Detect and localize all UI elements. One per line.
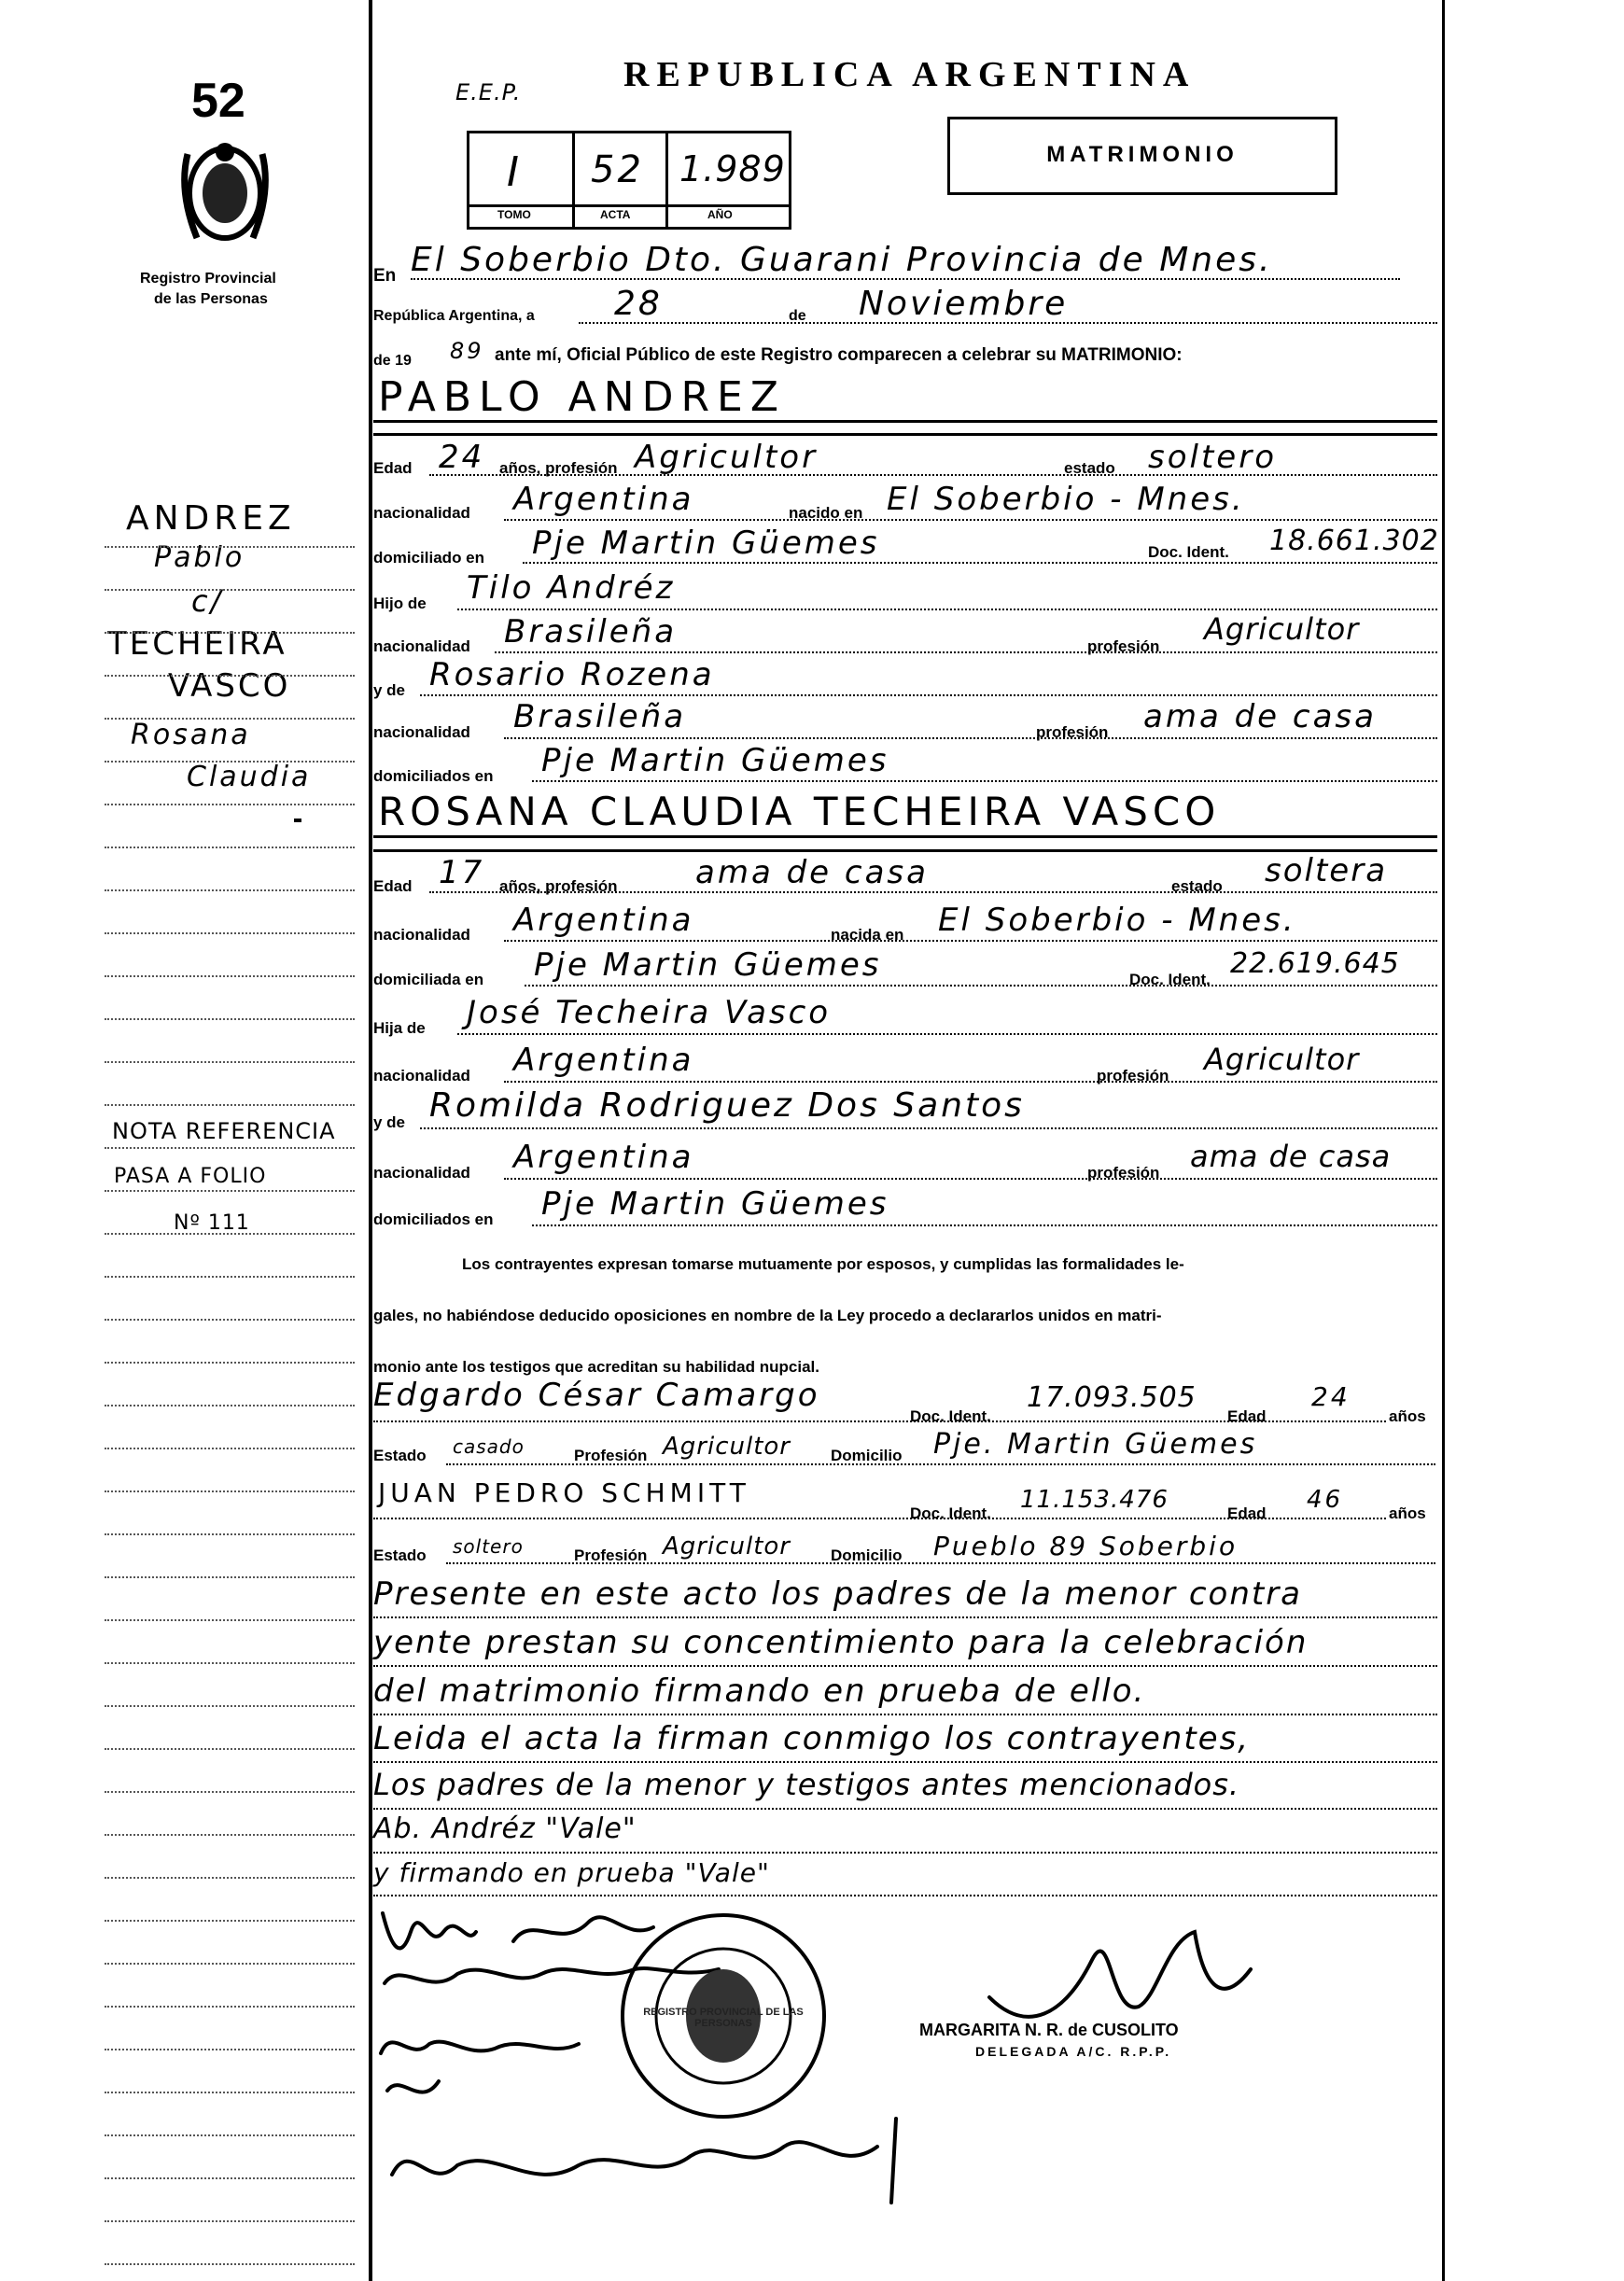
groom-father-prof-label: profesión [1087, 637, 1160, 655]
note-line4-rule [373, 1761, 1437, 1763]
witness1-doc: 17.093.505 [1027, 1381, 1197, 1414]
witness2-prof-label: Profesión [574, 1546, 648, 1564]
witness1-status: casado [453, 1435, 525, 1458]
witness2-age-label: Edad [1227, 1504, 1267, 1522]
bride-father-nat: Argentina [513, 1042, 694, 1079]
margin-rule [105, 546, 355, 548]
groom-father-prof: Agricultor [1204, 611, 1360, 647]
bride-parents-dom-line [532, 1224, 1437, 1226]
margin-rule [105, 2177, 355, 2179]
bride-nationality: Argentina [513, 902, 694, 939]
margin-rule [105, 1791, 355, 1793]
bride-name-line [373, 835, 1437, 838]
margin-rule [105, 1061, 355, 1063]
witness2-doc: 11.153.476 [1020, 1486, 1169, 1514]
republic-label: República Argentina, a [373, 308, 535, 324]
margin-rule [105, 804, 355, 805]
witness1-status-label: Estado [373, 1447, 427, 1464]
officer-name: MARGARITA N. R. de CUSOLITO [919, 2021, 1179, 2039]
argentina-coat-of-arms [174, 135, 276, 252]
bride-father-line [457, 1033, 1437, 1035]
groom-profession: Agricultor [635, 439, 819, 476]
groom-mother-nat-label: nacionalidad [373, 723, 470, 741]
margin-rule [105, 1533, 355, 1535]
margin-note-line1: NOTA REFERENCIA [112, 1118, 336, 1144]
volume-acta-label: ACTA [600, 208, 631, 221]
groom-father-nat-label: nacionalidad [373, 637, 470, 655]
margin-rule [105, 1362, 355, 1364]
bride-father-prof: Agricultor [1204, 1042, 1360, 1077]
margin-rule [105, 1662, 355, 1664]
page-left-rule [369, 0, 372, 2281]
margin-rule [105, 975, 355, 977]
officer-title: DELEGADA A/C. R.P.P. [975, 2044, 1172, 2059]
bride-doc-label: Doc. Ident. [1129, 971, 1211, 988]
groom-doc-label: Doc. Ident. [1148, 543, 1229, 561]
witness2-status: soltero [453, 1535, 524, 1558]
witness2-prof: Agricultor [663, 1532, 791, 1560]
groom-nat-line [504, 519, 1437, 521]
bride-parents-dom-label: domiciliados en [373, 1210, 494, 1228]
bride-dom-label: domiciliada en [373, 971, 484, 988]
margin-rule [105, 1748, 355, 1750]
groom-dom-line [523, 562, 1437, 564]
volume-acta: 52 [591, 148, 644, 191]
margin-rule [105, 632, 355, 634]
groom-status: soltero [1148, 439, 1277, 476]
bride-father-prof-label: profesión [1097, 1067, 1169, 1085]
margin-annotation-with: c/ [191, 583, 224, 619]
bride-father-nat-label: nacionalidad [373, 1067, 470, 1085]
initials-annotation: E.E.P. [455, 79, 522, 105]
bride-father: José Techeira Vasco [467, 994, 832, 1031]
witness1-line [373, 1420, 1386, 1422]
bride-profession: ama de casa [695, 854, 929, 891]
bride-parent-label: Hija de [373, 1019, 426, 1037]
groom-status-label: estado [1064, 459, 1115, 477]
note-line7: y firmando en prueba "Vale" [373, 1857, 770, 1888]
witness1-doc-label: Doc. Ident. [910, 1407, 991, 1425]
margin-rule [105, 1576, 355, 1578]
note-line5: Los padres de la menor y testigos antes mencionados. [373, 1767, 1240, 1802]
witness2-doc-label: Doc. Ident. [910, 1504, 991, 1522]
witness2-age: 46 [1307, 1486, 1344, 1514]
margin-annotation-given1: Pablo [154, 541, 245, 574]
witness1-age: 24 [1311, 1381, 1351, 1412]
margin-rule [105, 932, 355, 934]
groom-age-line [429, 474, 1437, 476]
groom-mother-label: y de [373, 681, 406, 699]
witness1-prof-label: Profesión [574, 1447, 648, 1464]
witness2-dom-label: Domicilio [831, 1546, 903, 1564]
bride-mother-prof-label: profesión [1087, 1164, 1160, 1182]
margin-rule [105, 1490, 355, 1492]
groom-mother-prof-label: profesión [1036, 723, 1109, 741]
document-type-box [947, 117, 1337, 195]
groom-age-label: Edad [373, 459, 413, 477]
year-suffix: 89 [450, 338, 484, 364]
witness2-dom: Pueblo 89 Soberbio [933, 1531, 1239, 1561]
page-right-rule [1442, 0, 1445, 2281]
margin-rule [105, 889, 355, 891]
volume-year: 1.989 [679, 148, 786, 189]
note-line5-rule [373, 1808, 1437, 1810]
witness1-prof: Agricultor [663, 1433, 791, 1461]
month-label: de [789, 308, 806, 324]
declaration-line1: Los contrayentes expresan tomarse mutuamente por esposos, y cumplidas las formalidades le- [462, 1255, 1184, 1273]
month-value: Noviembre [859, 285, 1069, 323]
bride-mother-label: y de [373, 1113, 406, 1131]
groom-parents-dom-label: domiciliados en [373, 767, 494, 785]
registry-name-line1: Registro Provincial [140, 271, 276, 287]
groom-name: PABLO ANDREZ [378, 373, 786, 421]
groom-nat-label: nacionalidad [373, 504, 470, 522]
margin-note-line3: Nº 111 [174, 1211, 250, 1235]
bride-status: soltera [1265, 852, 1388, 889]
note-line6: Ab. Andréz "Vale" [373, 1812, 637, 1845]
note-line1: Presente en este acto los padres de la menor contra [373, 1575, 1303, 1613]
bride-father-nat-line [504, 1081, 1437, 1083]
declaration-line2: gales, no habiéndose deducido oposiciones en nombre de la Ley procedo a declararlos unidos en matri- [373, 1307, 1162, 1324]
bride-mother-prof: ama de casa [1190, 1139, 1392, 1174]
margin-rule [105, 1018, 355, 1020]
witness1-name: Edgardo César Camargo [373, 1377, 820, 1414]
witness1-dom: Pje. Martin Güemes [933, 1428, 1258, 1461]
margin-rule [105, 2092, 355, 2093]
margin-rule [105, 675, 355, 677]
groom-parent-label: Hijo de [373, 595, 427, 612]
bride-born: El Soberbio - Mnes. [938, 902, 1296, 939]
groom-father: Tilo Andréz [467, 569, 676, 607]
bride-doc: 22.619.645 [1230, 947, 1400, 980]
note-line1-rule [373, 1616, 1437, 1618]
margin-rule [105, 1276, 355, 1278]
margin-rule [105, 2049, 355, 2050]
margin-rule [105, 1405, 355, 1406]
bride-parents-dom: Pje Martin Güemes [541, 1185, 889, 1223]
margin-rule [105, 1963, 355, 1965]
year-prefix: de 19 [373, 353, 412, 369]
volume-ano-label: AÑO [707, 208, 733, 221]
bride-mother-nat-line [504, 1178, 1437, 1180]
bride-nat-label: nacionalidad [373, 926, 470, 944]
margin-annotation-given2: Rosana [131, 719, 251, 751]
groom-name-line2 [373, 433, 1437, 436]
bride-status-label: estado [1171, 877, 1223, 895]
witness1-age-label: Edad [1227, 1407, 1267, 1425]
groom-parents-dom: Pje Martin Güemes [541, 742, 889, 779]
margin-rule [105, 2220, 355, 2222]
bride-mother-nat: Argentina [513, 1139, 694, 1176]
groom-domicile: Pje Martin Güemes [532, 525, 880, 562]
groom-mother: Rosario Rozena [429, 656, 715, 693]
folio-number: 52 [191, 74, 245, 128]
groom-born: El Soberbio - Mnes. [887, 481, 1245, 518]
margin-rule [105, 589, 355, 591]
bride-age-label: Edad [373, 877, 413, 895]
note-line3-rule [373, 1714, 1437, 1715]
groom-father-nat: Brasileña [504, 613, 678, 651]
margin-rule [105, 1448, 355, 1449]
declaration-line3: monio ante los testigos que acreditan su habilidad nupcial. [373, 1358, 819, 1376]
note-line3: del matrimonio firmando en prueba de ello. [373, 1672, 1146, 1710]
margin-rule [105, 1920, 355, 1922]
date-intro: ante mí, Oficial Público de este Registro comparecen a celebrar su MATRIMONIO: [495, 345, 1183, 365]
witness1-dom-label: Domicilio [831, 1447, 903, 1464]
witness1-status-line [446, 1463, 1435, 1465]
groom-doc: 18.661.302 [1269, 525, 1439, 557]
margin-rule [105, 1190, 355, 1192]
margin-rule [105, 2263, 355, 2265]
registry-name-line2: de las Personas [154, 291, 268, 307]
margin-rule [105, 718, 355, 720]
margin-rule [105, 1877, 355, 1879]
note-line4: Leida el acta la firman conmigo los contrayentes, [373, 1720, 1251, 1757]
margin-rule [105, 1147, 355, 1149]
margin-annotation-surname2: TECHEIRA [107, 625, 287, 663]
volume-tomo: I [507, 148, 522, 196]
margin-dash [294, 819, 301, 822]
margin-rule [105, 847, 355, 848]
groom-mother-line [420, 694, 1437, 696]
margin-rule [105, 1705, 355, 1707]
groom-dom-label: domiciliado en [373, 549, 485, 567]
margin-rule [105, 1104, 355, 1106]
groom-nationality: Argentina [513, 481, 694, 518]
bride-age-line [429, 891, 1437, 893]
witness2-status-label: Estado [373, 1546, 427, 1564]
bride-mother-nat-label: nacionalidad [373, 1164, 470, 1182]
margin-rule [105, 1233, 355, 1235]
note-line6-rule [373, 1852, 1437, 1854]
margin-rule [105, 2006, 355, 2008]
margin-rule [105, 1834, 355, 1836]
groom-prof-label: años, profesión [499, 459, 618, 477]
document-type: MATRIMONIO [1046, 142, 1239, 167]
witness2-name: JUAN PEDRO SCHMITT [378, 1477, 750, 1508]
bride-mother-line [420, 1127, 1437, 1129]
groom-born-label: nacido en [789, 504, 863, 522]
margin-rule [105, 761, 355, 763]
groom-name-line [373, 420, 1437, 423]
volume-tomo-label: TOMO [497, 208, 531, 221]
bride-name: ROSANA CLAUDIA TECHEIRA VASCO [378, 789, 1221, 834]
volume-box [467, 131, 791, 230]
bride-dom-line [525, 985, 1437, 987]
bride-born-label: nacida en [831, 926, 904, 944]
margin-annotation-surname3: VASCO [168, 667, 291, 705]
groom-father-line [457, 609, 1437, 610]
groom-father-nat-line [495, 651, 1437, 653]
witness1-years-label: años [1389, 1407, 1426, 1425]
witness2-line [373, 1518, 1386, 1519]
place-value: El Soberbio Dto. Guarani Provincia de Mnes. [411, 241, 1273, 279]
day-value: 28 [614, 285, 663, 323]
note-line2: yente prestan su concentimiento para la celebración [373, 1624, 1309, 1661]
witness2-years-label: años [1389, 1504, 1426, 1522]
date-line [579, 322, 1437, 324]
bride-mother: Romilda Rodriguez Dos Santos [429, 1086, 1025, 1125]
country-heading: REPUBLICA ARGENTINA [623, 55, 1197, 94]
margin-annotation-given3: Claudia [187, 761, 312, 793]
margin-rule [105, 1319, 355, 1321]
note-line2-rule [373, 1665, 1437, 1667]
groom-parents-dom-line [532, 780, 1437, 782]
groom-mother-nat-line [504, 737, 1437, 739]
groom-mother-nat: Brasileña [513, 698, 687, 735]
place-line [411, 278, 1400, 280]
margin-note-line2: PASA A FOLIO [114, 1165, 267, 1188]
margin-rule [105, 1619, 355, 1621]
bride-nat-line [504, 940, 1437, 942]
place-label: En [373, 266, 397, 286]
bride-domicile: Pje Martin Güemes [534, 946, 882, 984]
groom-mother-prof: ama de casa [1143, 698, 1377, 735]
seal-text: REGISTRO PROVINCIAL DE LAS PERSONAS [643, 2007, 804, 2029]
groom-age: 24 [439, 439, 485, 476]
margin-annotation-surname1: ANDREZ [126, 499, 296, 538]
witness2-status-line [446, 1562, 1435, 1564]
bride-prof-label: años, profesión [499, 877, 618, 895]
margin-rule [105, 2134, 355, 2136]
bride-age: 17 [439, 854, 485, 891]
